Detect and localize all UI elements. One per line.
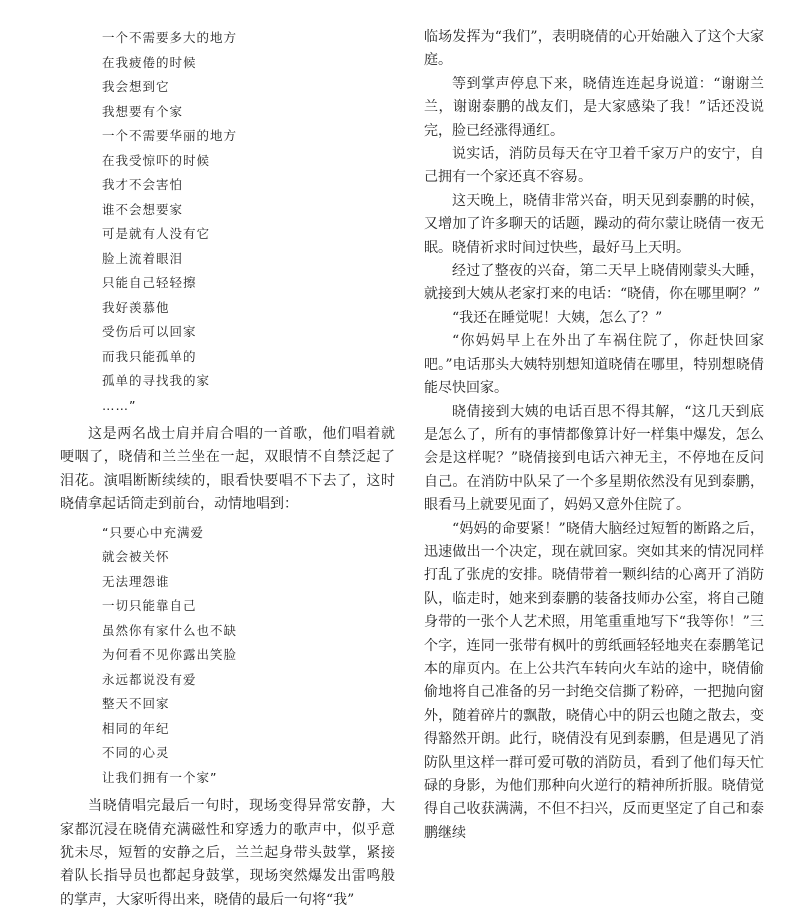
lyric-line: 一切只能靠自己 <box>102 598 197 614</box>
lyric-line: 一个不需要华丽的地方 <box>102 128 238 143</box>
lyric-line: 在我疲倦的时候 <box>102 54 197 70</box>
paragraph: 等到掌声停息下来，晓倩连连起身说道：“谢谢兰兰，谢谢泰鹏的战友们，是大家感染了我！”话还没说完，脸已经涨得通红。 <box>424 75 764 139</box>
lyric-line: 虽然你有家什么也不缺 <box>102 622 238 638</box>
lyric-line: 一个不需要多大的地方 <box>102 30 238 45</box>
paragraph: “我还在睡觉呢！大姨，怎么了？” <box>452 309 663 326</box>
lyric-line: 我好羡慕他 <box>102 299 170 315</box>
paragraph-continued: 临场发挥为“我们”，表明晓倩的心开始融入了这个大家庭。 <box>424 29 764 69</box>
lyric-line: 无法理怨谁 <box>102 573 170 589</box>
left-column <box>60 0 395 912</box>
lyric-line: 就会被关怀 <box>102 549 170 565</box>
paragraph: “你妈妈早上在外出了车祸住院了，你赶快回家吧。”电话那头大姨特别想知道晓倩在哪里，特别想晓倩能尽快回家。 <box>424 333 764 397</box>
paragraph-song-intro: 这是两名战士肩并肩合唱的一首歌，他们唱着就哽咽了，晓倩和兰兰坐在一起，双眼情不自禁泛起了泪花。演唱断断续续的，眼看快要唱不下去了，这时晓倩拿起话筒走到前台，动情地唱到： <box>60 426 395 513</box>
lyric-line: 脸上流着眼泪 <box>102 250 184 266</box>
lyric-line: 可是就有人没有它 <box>102 226 211 241</box>
lyric-line: 我才不会害怕 <box>102 177 184 192</box>
lyric-line: 整天不回家 <box>102 696 170 712</box>
lyric-line: 孤单的寻找我的家 <box>102 373 211 388</box>
lyric-line: 为何看不见你露出笑脸 <box>102 647 238 663</box>
lyric-line: 让我们拥有一个家” <box>102 769 218 785</box>
paragraph: 这天晚上，晓倩非常兴奋，明天见到泰鹏的时候，又增加了许多聊天的话题，躁动的荷尔蒙让晓倩一夜无眠。晓倩祈求时间过快些，最好马上天明。 <box>424 192 764 256</box>
lyric-line: ……” <box>102 397 137 413</box>
song-lyrics-2 <box>60 517 395 791</box>
lyric-line: 谁不会想要家 <box>102 201 184 217</box>
lyric-line: “只要心中充满爱 <box>102 524 204 540</box>
lyric-line: 只能自己轻轻擦 <box>102 275 197 290</box>
paragraph: 晓倩接到大姨的电话百思不得其解，“这几天到底是怎么了，所有的事情都像算计好一样集中爆发，怎么会是这样呢？”晓倩接到电话六神无主，不停地在反问自己。在消防中队呆了一个多星期依然没有见到泰鹏，眼看马上就要见面了，妈妈又意外住院了。 <box>424 403 764 514</box>
song-lyrics-1 <box>60 0 395 418</box>
lyric-line: 在我受惊吓的时候 <box>102 152 211 168</box>
lyric-line: 永远都说没有爱 <box>102 671 197 687</box>
lyric-line: 而我只能孤单的 <box>102 348 197 364</box>
paragraph: “妈妈的命要紧！”晓倩大脑经过短暂的断路之后，迅速做出一个决定，现在就回家。突如其来的情况同样打乱了张虎的安排。晓倩带着一颗纠结的心离开了消防队，临走时，她来到泰鹏的装备技师办公室，将自己随身带的一张个人艺术照，用笔重重地写下“我等你！”三个字，连同一张带有枫叶的剪纸画轻轻地夹在泰鹏笔记本的扉页内。在上公共汽车转向火车站的途中，晓倩偷偷地将自己准备的另一封绝交信撕了粉碎，一把抛向窗外，随着碎片的飘散，晓倩心中的阴云也随之散去，变得豁然开朗。此行，晓倩没有见到泰鹏，但是遇见了消防队里这样一群可爱可敬的消防员，看到了他们每天忙碌的身影，为他们那种向火逆行的精神所折服。晓倩觉得自己收获满满，不但不扫兴，反而更坚定了自己和泰鹏继续 <box>424 520 764 841</box>
lyric-line: 我想要有个家 <box>102 103 184 119</box>
paragraph: 说实话，消防员每天在守卫着千家万户的安宁，自己拥有一个家还真不容易。 <box>424 146 764 186</box>
right-column <box>424 0 764 845</box>
paragraph: 经过了整夜的兴奋，第二天早上晓倩刚蒙头大睡，就接到大姨从老家打来的电话：“晓倩，你在哪里啊？” <box>424 263 764 303</box>
lyric-line: 相同的年纪 <box>102 720 170 736</box>
lyric-line: 不同的心灵 <box>102 745 170 761</box>
paragraph-after-song: 当晓倩唱完最后一句时，现场变得异常安静，大家都沉浸在晓倩充满磁性和穿透力的歌声中，似乎意犹未尽，短暂的安静之后，兰兰起身带头鼓掌，紧接着队长指导员也都起身鼓掌，现场突然爆发出雷鸣般的掌声，大家听得出来，晓倩的最后一句将“我” <box>60 798 395 908</box>
lyric-line: 我会想到它 <box>102 79 170 94</box>
lyric-line: 受伤后可以回家 <box>102 324 197 339</box>
